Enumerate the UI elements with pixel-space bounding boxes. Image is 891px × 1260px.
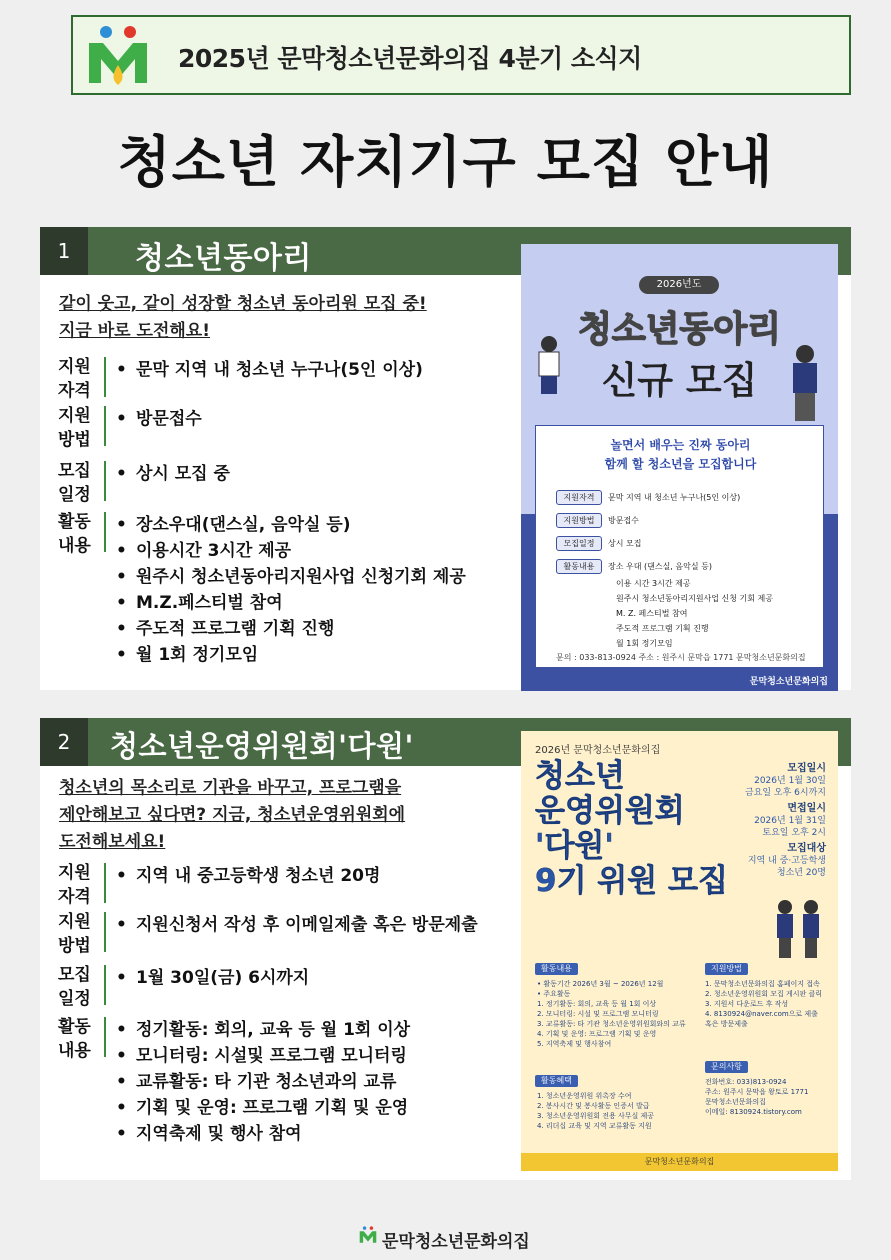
row-divider — [104, 512, 106, 552]
list-item: • 지역축제 및 행사 참여 — [116, 1121, 410, 1147]
list-item: • 지역 내 중고등학생 청소년 20명 — [116, 863, 380, 889]
poster-activity-list: 이용 시간 3시간 제공 원주시 청소년동아리지원사업 신청 기회 제공 M. Z. 페스티벌 참여 주도적 프로그램 기획 진행 월 1회 정기모임 — [616, 579, 774, 648]
row-items — [116, 912, 478, 938]
poster-year-badge: 2026년도 — [639, 276, 719, 294]
culture-house-logo — [358, 1223, 378, 1247]
row-divider — [104, 1017, 106, 1057]
poster-schedule: 모집일시 2026년 1월 30일 금요일 오후 6시까지 면접일시 2026년 1월 31일 토요일 오후 2시 모집대상 지역 내 중·고등학생 청소년 20명 — [744, 763, 826, 878]
list-item: • M.Z.페스티벌 참여 — [116, 590, 466, 616]
list-item: • 정기활동: 회의, 교육 등 월 1회 이상 — [116, 1017, 410, 1043]
row-label: 지원 자격 — [58, 863, 91, 907]
list-item: • 기획 및 운영: 프로그램 기획 및 운영 — [116, 1095, 410, 1121]
row-divider — [104, 406, 106, 446]
poster-lead: 놀면서 배우는 진짜 동아리 함께 할 청소년을 모집합니다 — [604, 438, 757, 471]
section-number: 1 — [40, 227, 88, 275]
list-item: • 월 1회 정기모임 — [116, 642, 466, 668]
list-item: • 이용시간 3시간 제공 — [116, 538, 466, 564]
poster-subheadline: 신규 모집 — [601, 359, 758, 402]
section-intro: 청소년의 목소리로 기관을 바꾸고, 프로그램을 제안해보고 싶다면? 지금, 청소년운영위원회에 도전해보세요! — [59, 778, 406, 852]
row-divider — [104, 357, 106, 397]
poster-row: 모집일정 상시 모집 — [556, 536, 641, 551]
row-divider — [104, 863, 106, 903]
list-item: • 문막 지역 내 청소년 누구나(5인 이상) — [116, 357, 423, 383]
list-item: • 지원신청서 작성 후 이메일제출 혹은 방문제출 — [116, 912, 478, 938]
row-divider — [104, 965, 106, 1005]
club-recruitment-poster — [521, 244, 838, 691]
list-item: • 상시 모집 중 — [116, 461, 230, 487]
list-item: • 교류활동: 타 기관 청소년과의 교류 — [116, 1069, 410, 1095]
student-illustration-icon — [783, 344, 827, 424]
row-divider — [104, 912, 106, 952]
list-item: • 장소우대(댄스실, 음악실 등) — [116, 512, 466, 538]
row-divider — [104, 461, 106, 501]
main-title: 청소년 자치기구 모집 안내 — [117, 130, 774, 194]
poster-footer: 문막청소년문화의집 — [521, 1153, 838, 1171]
row-items — [116, 512, 466, 668]
section-youth-club — [40, 227, 851, 690]
row-items — [116, 1017, 410, 1147]
culture-house-logo — [83, 23, 153, 89]
footer-organization-name: 문막청소년문화의집 — [382, 1232, 530, 1252]
poster-info-card — [535, 425, 824, 668]
student-illustration-icon — [529, 334, 569, 404]
list-item: • 1월 30일(금) 6시까지 — [116, 965, 309, 991]
poster-headline: 청소년동아리 — [578, 310, 781, 350]
row-items — [116, 461, 230, 487]
row-items — [116, 965, 309, 991]
row-label: 지원 방법 — [58, 912, 91, 956]
row-items — [116, 863, 380, 889]
poster-row: 지원방법 방문접수 — [556, 513, 639, 528]
section-intro: 같이 웃고, 같이 성장할 청소년 동아리원 모집 중! 지금 바로 도전해요! — [59, 294, 427, 341]
row-label: 활동 내용 — [58, 512, 91, 556]
committee-recruitment-poster — [521, 731, 838, 1171]
poster-tag: 활동내용 — [535, 963, 578, 975]
row-items — [116, 357, 423, 383]
row-label: 지원 자격 — [58, 357, 91, 401]
poster-apply-list: 1. 문막청소년문화의집 홈페이지 접속 2. 청소년운영위원회 모집 게시판 클릭 3. 지원서 다운로드 후 작성 4. 8130924@naver.com으로 제출 혹은 방문제출 — [705, 980, 823, 1028]
row-items — [116, 406, 202, 432]
row-label: 모집 일정 — [58, 461, 91, 505]
row-label: 모집 일정 — [58, 965, 91, 1009]
newsletter-header — [71, 15, 851, 95]
poster-row: 지원자격 문막 지역 내 청소년 누구나(5인 이상) — [556, 490, 740, 505]
poster-footer: 문막청소년문화의집 — [749, 677, 828, 687]
poster-activity-list: • 활동기간 2026년 3월 ~ 2026년 12월 • 주요활동 1. 정기활동: 회의, 교육 등 월 1회 이상 2. 모니터링: 시설 및 프로그램 모니터링 3. 교류활동: 타 기관 청소년운영위원회와의 교류 4. 기획 및 운영: 프로그램 기획 및 운영 5. 지역축제 및 행사참여 — [537, 980, 686, 1048]
poster-tag: 지원방법 — [705, 963, 748, 975]
row-label: 활동 내용 — [58, 1017, 91, 1061]
poster-contact-list: 전화번호: 033)813-0924 주소: 원주시 문막읍 왕토로 1771 문막청소년문화의집 이메일: 8130924.tistory.com — [705, 1078, 809, 1116]
poster-benefit-list: 1. 청소년운영위원 위촉장 수여 2. 봉사시간 및 봉사활동 인증서 발급 3. 청소년운영위원회 전용 사무실 제공 4. 리더십 교육 및 지역 교류활동 지원 — [537, 1092, 655, 1130]
list-item: • 방문접수 — [116, 406, 202, 432]
section-title: 청소년운영위원회'다원' — [110, 729, 414, 763]
poster-tag: 활동혜택 — [535, 1075, 578, 1087]
list-item: • 모니터링: 시설및 프로그램 모니터링 — [116, 1043, 410, 1069]
section-title: 청소년동아리 — [135, 241, 312, 276]
students-illustration-icon — [769, 899, 829, 961]
section-number: 2 — [40, 718, 88, 766]
poster-contact: 문의 : 033-813-0924 주소 : 원주시 문막읍 1771 문막청소년문화의집 — [556, 653, 806, 662]
list-item: • 주도적 프로그램 기획 진행 — [116, 616, 466, 642]
poster-row: 활동내용 장소 우대 (댄스실, 음악실 등) — [556, 559, 712, 574]
list-item: • 원주시 청소년동아리지원사업 신청기회 제공 — [116, 564, 466, 590]
poster-tag: 문의사항 — [705, 1061, 748, 1073]
section-youth-committee — [40, 718, 851, 1180]
poster-headline: 청소년 운영위원회 '다원' 9기 위원 모집 — [535, 758, 728, 899]
row-label: 지원 방법 — [58, 406, 91, 450]
newsletter-title: 2025년 문막청소년문화의집 4분기 소식지 — [178, 44, 642, 73]
poster-organizer: 2026년 문막청소년문화의집 — [535, 745, 661, 756]
